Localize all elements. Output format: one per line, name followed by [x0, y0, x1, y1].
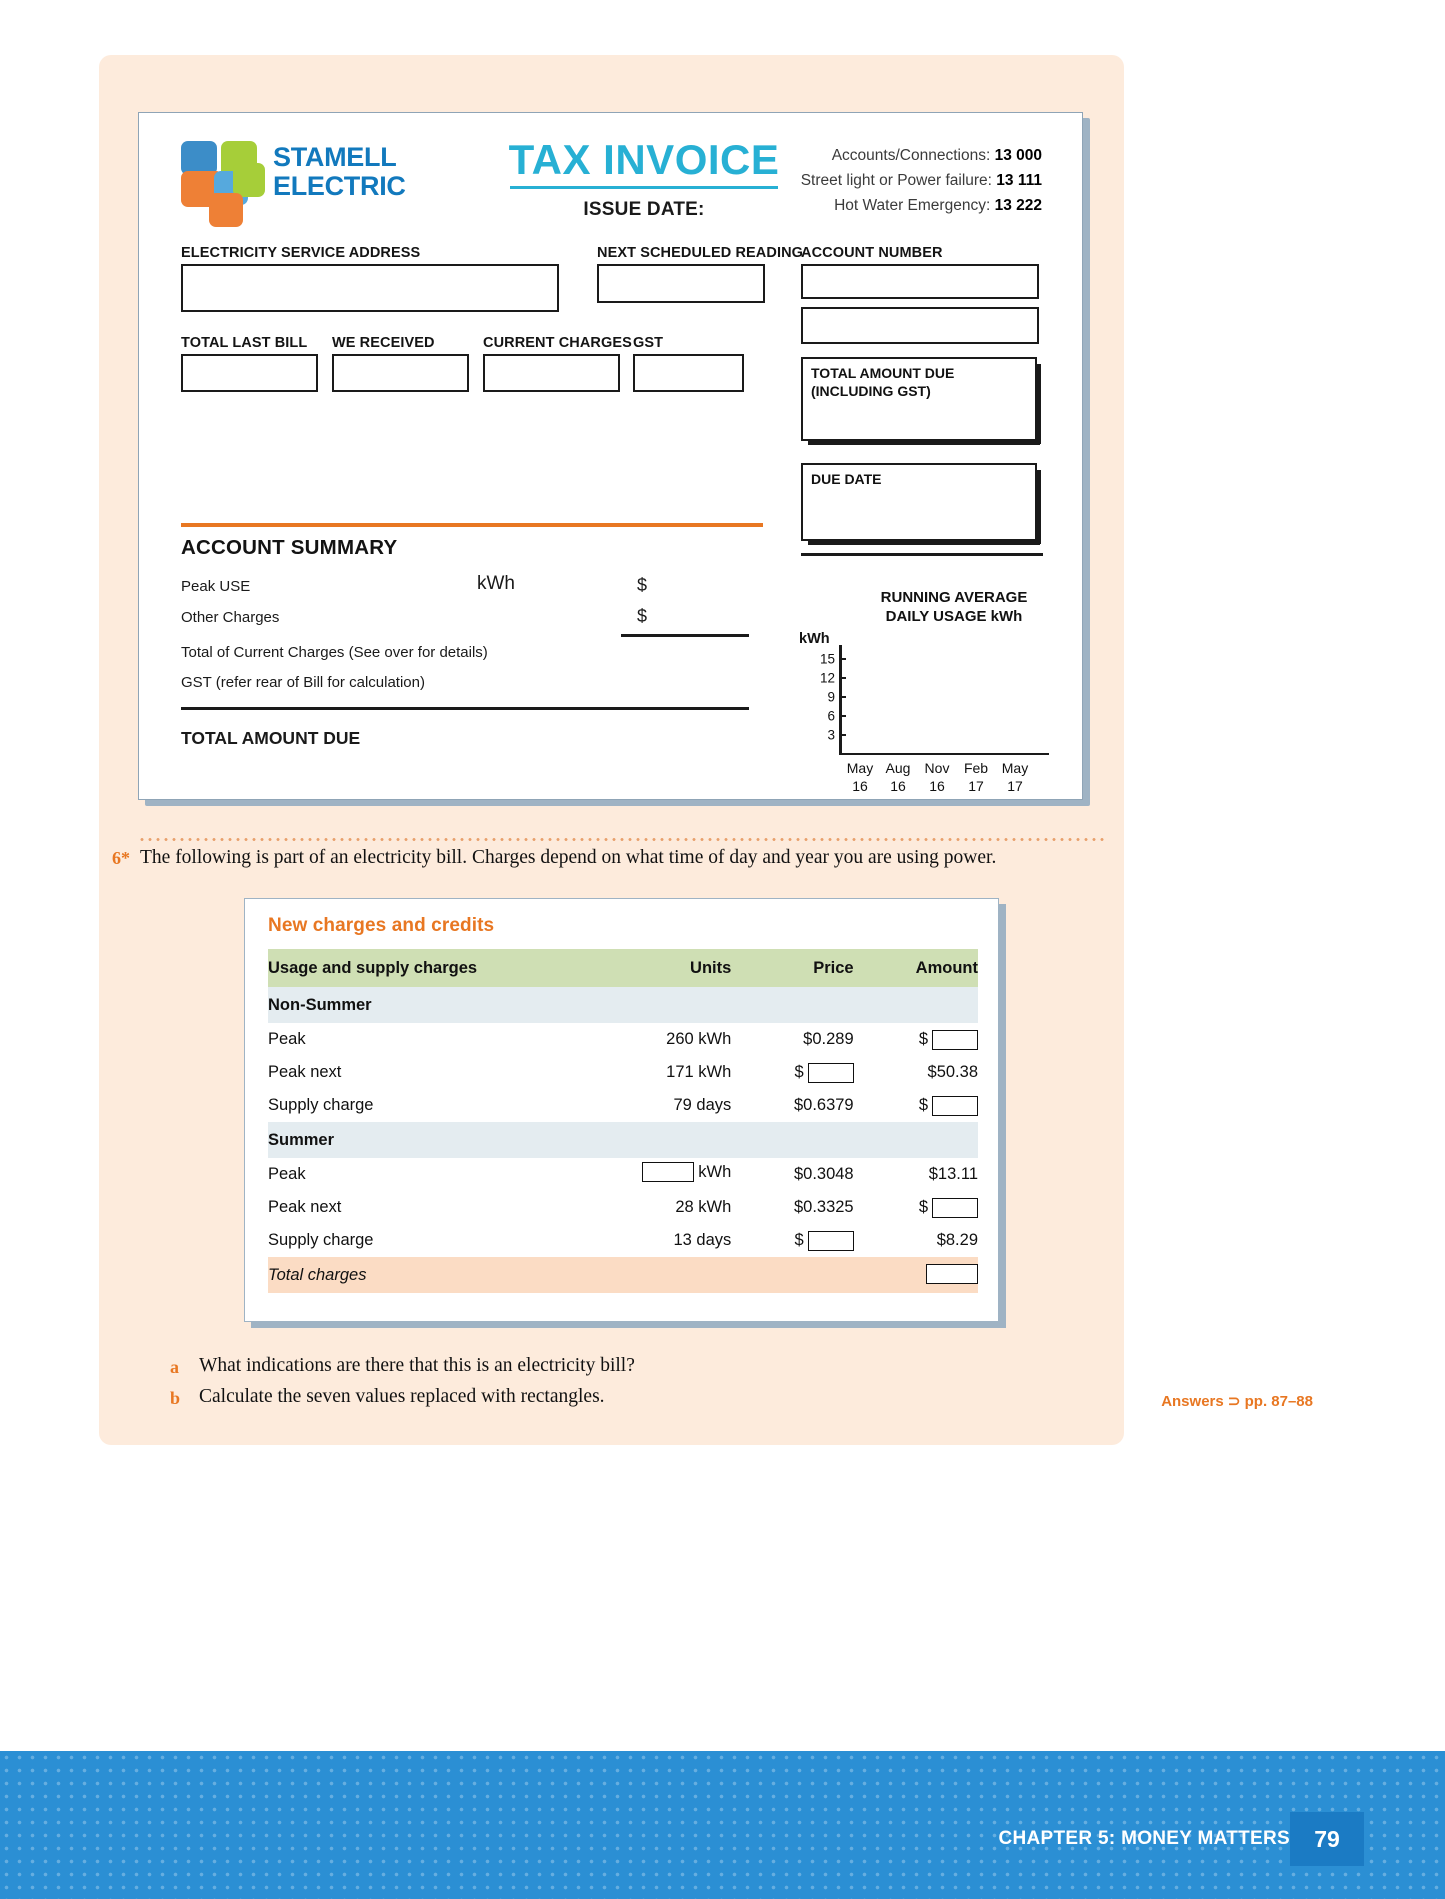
row-amount-currency: $: [918, 1198, 928, 1216]
row-units: 79 days: [673, 1096, 732, 1114]
column-header-amount: Amount: [854, 949, 978, 987]
brand-line-1: STAMELL: [273, 142, 397, 172]
input-next-scheduled-reading[interactable]: [597, 264, 765, 303]
section-name: Non-Summer: [268, 987, 978, 1023]
chart-y-axis-label: kWh: [799, 631, 830, 647]
charges-table-card: [244, 898, 999, 1322]
page-title: TAX INVOICE: [508, 136, 780, 183]
column-header-units: Units: [599, 949, 731, 987]
row-units: 28 kWh: [675, 1198, 732, 1216]
section-divider: [138, 838, 1106, 841]
input-service-address[interactable]: [181, 264, 559, 312]
row-amount: $8.29: [936, 1231, 978, 1249]
charges-table: [268, 949, 978, 1293]
row-price: $0.3048: [793, 1165, 854, 1183]
table-row: [268, 1089, 978, 1122]
input-current-charges[interactable]: [483, 354, 620, 392]
chart-xtick: Nov 16: [924, 760, 950, 795]
contact-number: 13 111: [996, 172, 1042, 190]
account-summary-heading: ACCOUNT SUMMARY: [181, 536, 398, 559]
row-price: $0.3325: [793, 1198, 854, 1216]
brand-name: [273, 143, 406, 202]
input-due-date[interactable]: [801, 463, 1037, 541]
title-underline: [510, 186, 778, 189]
table-header-row: [268, 949, 978, 987]
summary-row-currency: $: [637, 606, 648, 626]
sub-question-text-a: What indications are there that this is an electricity bill?: [199, 1355, 635, 1376]
row-description: Peak next: [268, 1063, 342, 1081]
answer-blank-box[interactable]: [808, 1231, 854, 1251]
input-total-amount-due[interactable]: [801, 357, 1037, 441]
table-row: [268, 1056, 978, 1089]
summary-subtotal-line: [621, 634, 749, 637]
table-row: [268, 1158, 978, 1191]
row-units: 171 kWh: [666, 1063, 732, 1081]
answer-blank-box[interactable]: [932, 1198, 978, 1218]
due-date-divider: [801, 553, 1043, 556]
label-total-last-bill: TOTAL LAST BILL: [181, 335, 308, 351]
sub-question-text-b: Calculate the seven values replaced with rectangles.: [199, 1386, 605, 1407]
total-row-label: Total charges: [268, 1257, 599, 1293]
column-header-price: Price: [731, 949, 853, 987]
answer-blank-box[interactable]: [926, 1264, 978, 1284]
chart-title: [829, 588, 1079, 626]
chart-xtick: May 16: [846, 760, 874, 795]
total-row: [268, 1257, 978, 1293]
summary-row-label: Total of Current Charges (See over for details): [181, 644, 488, 661]
label-account-number: ACCOUNT NUMBER: [801, 245, 943, 261]
row-description: Supply charge: [268, 1096, 374, 1114]
chart-title-line-2: DAILY USAGE kWh: [885, 608, 1023, 626]
table-row: [268, 1224, 978, 1257]
row-price: $0.6379: [793, 1096, 854, 1114]
label-we-received: WE RECEIVED: [332, 335, 435, 351]
section-header-row: [268, 1122, 978, 1158]
footer-chapter-title: CHAPTER 5: MONEY MATTERS: [998, 1828, 1290, 1849]
chart-y-axis: [839, 645, 842, 755]
input-total-last-bill[interactable]: [181, 354, 318, 392]
table-row: [268, 1191, 978, 1224]
running-average-chart: [819, 645, 1049, 795]
section-header-row: [268, 987, 978, 1023]
answer-blank-box[interactable]: [808, 1063, 854, 1083]
contact-row: [801, 168, 1042, 193]
row-price: $0.289: [803, 1030, 854, 1048]
charges-table-heading: New charges and credits: [268, 915, 495, 936]
label-gst: GST: [633, 335, 664, 351]
contact-number: 13 222: [994, 197, 1042, 215]
row-price-currency: $: [794, 1231, 804, 1249]
row-price-currency: $: [794, 1063, 804, 1081]
summary-total-line: [181, 707, 749, 710]
tax-invoice-card: [138, 112, 1083, 800]
footer-page-number: 79: [1314, 1825, 1340, 1852]
chart-ytick: 12: [819, 670, 835, 686]
row-amount: $50.38: [927, 1063, 978, 1081]
summary-row-label: Peak USE: [181, 578, 251, 595]
row-units-suffix: kWh: [698, 1162, 732, 1181]
contact-row: [801, 143, 1042, 168]
sub-question-letter-b: b: [170, 1388, 181, 1408]
stamell-electric-logo-icon: [181, 141, 271, 227]
sub-question-letter-a: a: [170, 1357, 179, 1377]
row-amount: [854, 1089, 978, 1122]
row-description: Peak: [268, 1165, 306, 1183]
chart-title-line-1: RUNNING AVERAGE: [880, 589, 1028, 606]
total-row-price: [731, 1257, 853, 1293]
chart-ytick: 9: [827, 689, 835, 705]
contact-label: Street light or Power failure:: [800, 172, 992, 190]
contact-numbers: [801, 143, 1042, 218]
chart-ytick: 3: [827, 727, 835, 743]
chart-xtick: May 17: [1001, 760, 1029, 795]
row-units: 13 days: [673, 1231, 732, 1249]
summary-row-label: Other Charges: [181, 609, 280, 626]
row-price: [731, 1056, 853, 1089]
input-we-received[interactable]: [332, 354, 469, 392]
chart-ytick: 15: [819, 651, 835, 667]
question-number: 6*: [112, 848, 130, 868]
contact-label: Hot Water Emergency:: [834, 197, 991, 215]
chart-x-axis: [839, 753, 1049, 756]
input-gst[interactable]: [633, 354, 744, 392]
total-row-units: [599, 1257, 731, 1293]
row-description: Peak: [268, 1030, 306, 1048]
answers-reference: Answers ⊃ pp. 87–88: [1161, 1393, 1313, 1410]
label-current-charges: CURRENT CHARGES: [483, 335, 632, 351]
contact-number: 13 000: [994, 147, 1042, 164]
chart-ytick: 6: [827, 708, 835, 724]
tax-invoice-title-block: [469, 136, 819, 221]
row-amount-currency: $: [918, 1030, 928, 1048]
answer-blank-box[interactable]: [932, 1030, 978, 1050]
row-amount: [854, 1191, 978, 1224]
question-text: The following is part of an electricity bill. Charges depend on what time of day and year you are using power.: [140, 847, 997, 868]
summary-row-unit: kWh: [477, 573, 515, 594]
input-account-number-1[interactable]: [801, 264, 1039, 299]
label-service-address: ELECTRICITY SERVICE ADDRESS: [181, 245, 421, 261]
row-price: [731, 1224, 853, 1257]
total-row-amount: [854, 1257, 978, 1293]
footer-page-box: [1290, 1812, 1364, 1866]
contact-row: [801, 193, 1042, 218]
row-units: [599, 1158, 731, 1191]
row-amount-currency: $: [918, 1096, 928, 1114]
row-description: Peak next: [268, 1198, 342, 1216]
chart-xtick: Aug 16: [885, 760, 911, 795]
issue-date-label: ISSUE DATE:: [583, 199, 705, 220]
page-footer: [0, 1751, 1445, 1899]
brand-line-2: ELECTRIC: [273, 171, 406, 202]
input-account-number-2[interactable]: [801, 307, 1039, 344]
summary-total-label: TOTAL AMOUNT DUE: [181, 728, 361, 748]
answer-blank-box[interactable]: [932, 1096, 978, 1116]
label-next-scheduled-reading: NEXT SCHEDULED READING: [597, 245, 804, 261]
due-date-label: DUE DATE: [811, 471, 882, 487]
row-description: Supply charge: [268, 1231, 374, 1249]
row-units: 260 kWh: [666, 1030, 732, 1048]
table-row: [268, 1023, 978, 1056]
column-header-description: Usage and supply charges: [268, 949, 599, 987]
total-amount-due-label: TOTAL AMOUNT DUE (INCLUDING GST): [811, 365, 955, 399]
summary-row-label: GST (refer rear of Bill for calculation): [181, 674, 425, 691]
row-amount: $13.11: [928, 1165, 978, 1183]
contact-label: Accounts/Connections:: [831, 147, 991, 164]
answer-blank-box[interactable]: [642, 1162, 694, 1182]
section-name: Summer: [268, 1122, 978, 1158]
account-summary-rule: [181, 523, 763, 527]
summary-row-currency: $: [637, 575, 648, 595]
row-amount: [854, 1023, 978, 1056]
chart-xtick: Feb 17: [963, 760, 989, 795]
